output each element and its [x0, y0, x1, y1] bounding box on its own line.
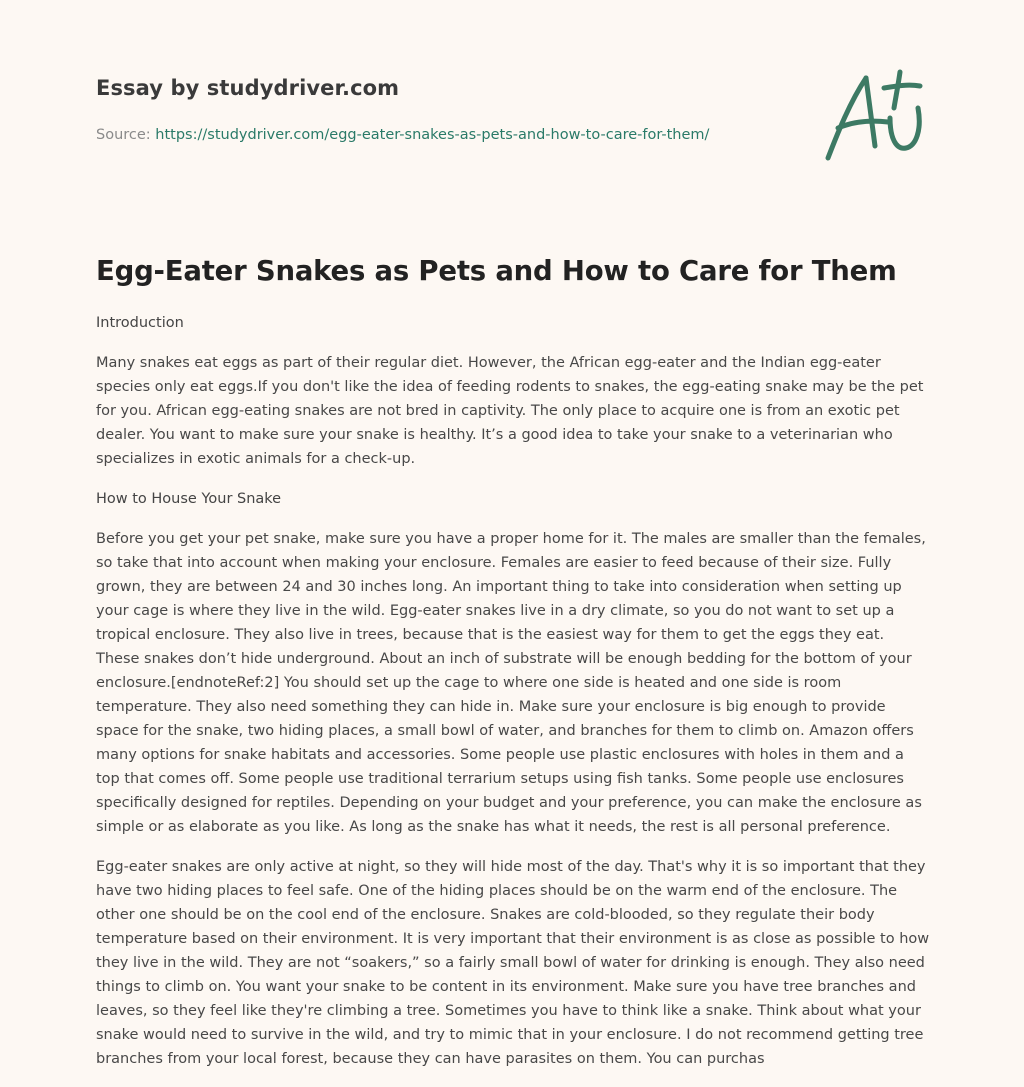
brand-title: Essay by studydriver.com	[96, 76, 400, 100]
a-plus-logo	[820, 64, 930, 169]
house-paragraph-1: Before you get your pet snake, make sure you have a proper home for it. The males are smaller than the females, so take that into account when making your enclosure. Females are easier to feed because of their size. Fully grown, they are between 24 and 30 inches long. An important thing to take into consideration when setting up your cage is where they live in the wild. Egg-eater snakes live in a dry climate, so you do not want to set up a tropical enclosure. They also live in trees, because that is the easiest way for them to get the eggs they eat. These snakes don’t hide underground. About an inch of substrate will be enough bedding for the bottom of your enclosure.[endnoteRef:2] You should set up the cage to where one side is heated and one side is room temperature. They also need something they can hide in. Make sure your enclosure is big enough to provide space for the snake, two hiding places, a small bowl of water, and branches for them to climb on. Amazon offers many options for snake habitats and accessories. Some people use plastic enclosures with holes in them and a top that comes off. Some people use traditional terrarium setups using fish tanks. Some people use enclosures specifically designed for reptiles. Depending on your budget and your preference, you can make the enclosure as simple or as elaborate as you like. As long as the snake has what it needs, the rest is all personal preference.	[96, 531, 926, 835]
house-paragraph-2: Egg-eater snakes are only active at night, so they will hide most of the day. That's why it is so important that they have two hiding places to feel safe. One of the hiding places should be on the warm end of the enclosure. The other one should be on the cool end of the enclosure. Snakes are cold-blooded, so they regulate their body temperature based on their environment. It is very important that their environment is as close as possible to how they live in the wild. They are not “soakers,” so a fairly small bowl of water for drinking is enough. They also need things to climb on. You want your snake to be content in its environment. Make sure you have tree branches and leaves, so they feel like they're climbing a tree. Sometimes you have to think like a snake. Think about what your snake would need to survive in the wild, and try to mimic that in your enclosure. I do not recommend getting tree branches from your local forest, because they can have parasites on them. You can purchas	[96, 859, 930, 1067]
a-plus-icon	[820, 64, 930, 169]
source-line	[96, 127, 796, 143]
source-label: Source:	[96, 127, 156, 143]
source-link[interactable]: https://studydriver.com/egg-eater-snakes-as-pets-and-how-to-care-for-them/	[155, 127, 710, 143]
essay-content	[96, 255, 932, 1087]
essay-title: Egg-Eater Snakes as Pets and How to Care for Them	[96, 255, 897, 287]
intro-paragraph: Many snakes eat eggs as part of their regular diet. However, the African egg-eater and the Indian egg-eater species only eat eggs.If you don't like the idea of feeding rodents to snakes, the egg-eating snake may be the pet for you. African egg-eating snakes are not bred in captivity. The only place to acquire one is from an exotic pet dealer. You want to make sure your snake is healthy. It’s a good idea to take your snake to a veterinarian who specializes in exotic animals for a check-up.	[96, 355, 924, 467]
essay-header	[96, 76, 796, 143]
intro-heading: Introduction	[96, 315, 184, 331]
house-heading: How to House Your Snake	[96, 491, 282, 507]
